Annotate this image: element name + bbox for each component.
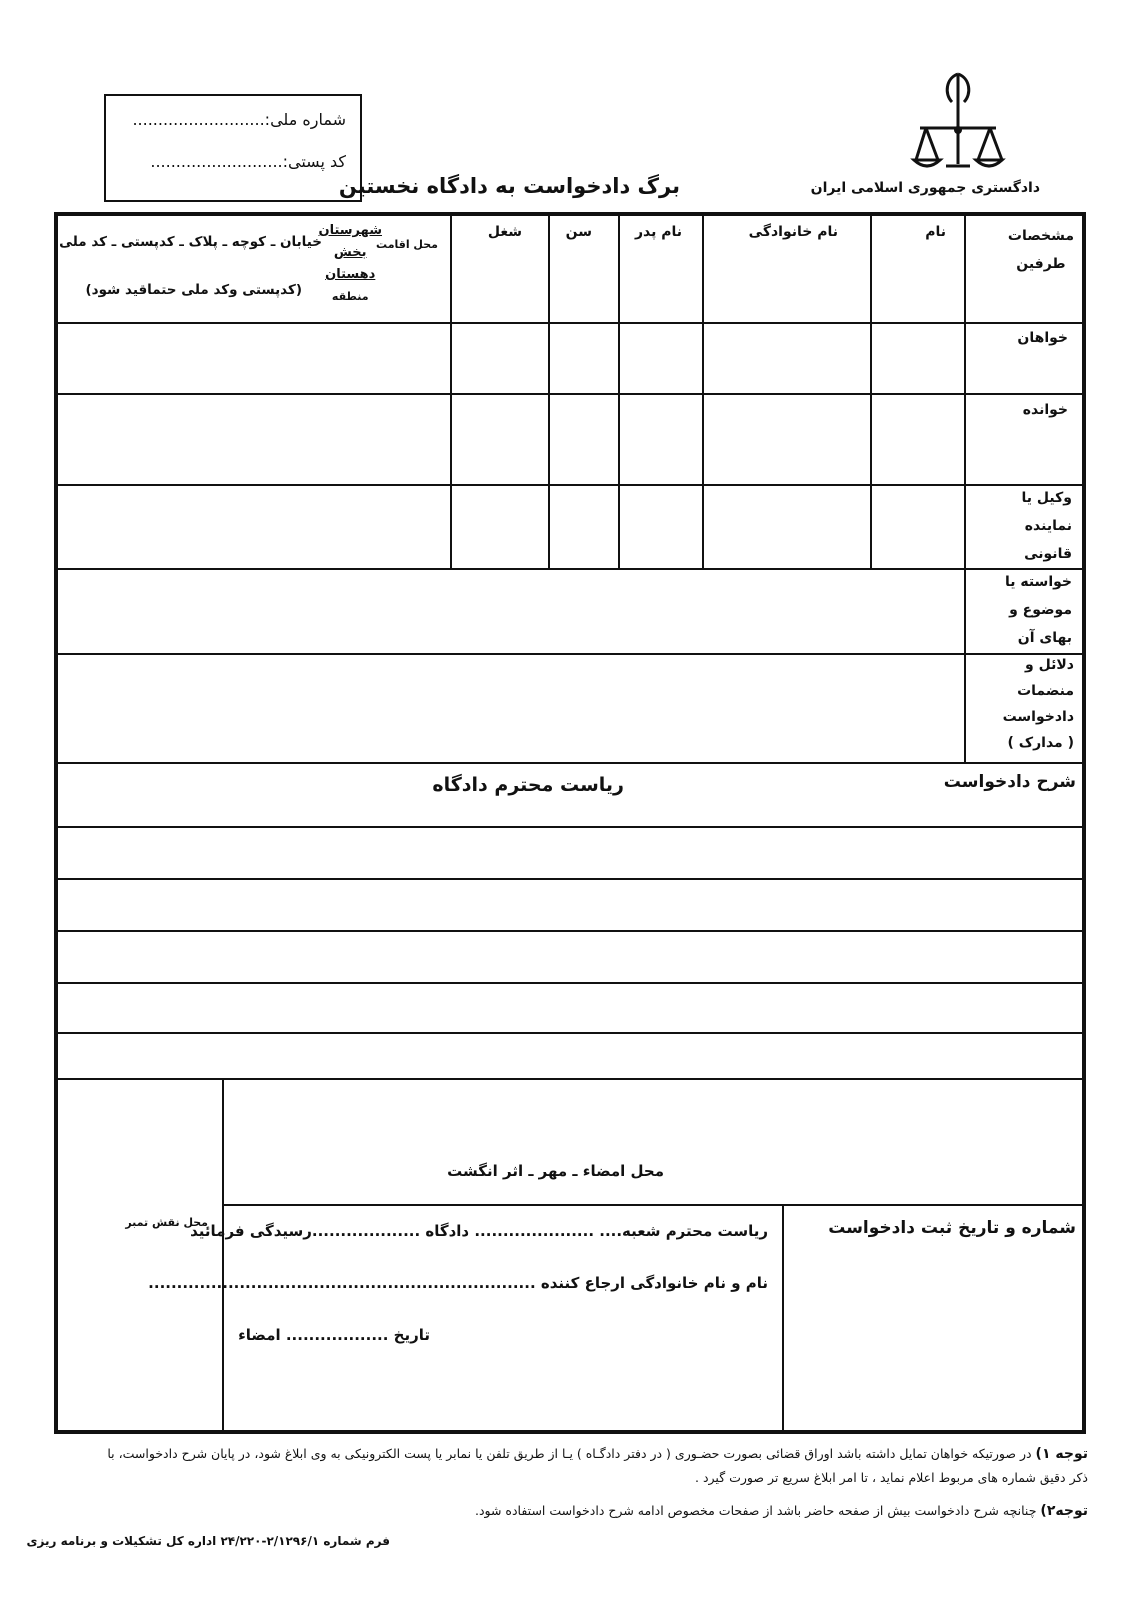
referral-line-1: ریاست محترم شعبه.... ..................... دادگاه ...................رسیدگی فرمائید xyxy=(190,1222,768,1240)
row-claim: خواسته یا موضوع و بهای آن xyxy=(1004,574,1072,646)
header-age: سن xyxy=(565,224,592,240)
note-1-line-1: توجه ۱) در صورتیکه خواهان تمایل داشته باشد اوراق قضائی بصورت حضـوری ( در دفتر دادگـاه ) یـا از طریق تلفن یا نمابر یا پست الکترونیکی به وی ابلاغ شود، در پایان شرح دادخواست، با xyxy=(107,1446,1088,1462)
header-residence-parts: شهرستان بخش دهستان منطقه xyxy=(318,223,382,303)
header-father-name: نام پدر xyxy=(634,224,682,240)
header-address: خیابان ـ کوچه ـ پلاک ـ کدپستی ـ کد ملی xyxy=(59,234,322,250)
header-address-note: (کدپستی وکد ملی حتماقید شود) xyxy=(85,282,302,298)
signature-place: محل امضاء ـ مهر ـ اثر انگشت xyxy=(447,1162,664,1180)
header-name: نام xyxy=(925,224,946,240)
header-family-name: نام خانوادگی xyxy=(748,224,838,240)
note-2: توجه۲) چنانچه شرح دادخواست بیش از صفحه حاضر باشد از صفحات مخصوص ادامه شرح دادخواست استفاده شود. xyxy=(474,1503,1088,1519)
form-title: برگ دادخواست به دادگاه نخستین xyxy=(338,174,680,198)
registration-label: شماره و تاریخ ثبت دادخواست xyxy=(828,1218,1076,1238)
header-parties: مشخصات طرفین xyxy=(1007,228,1074,272)
org-name: دادگستری جمهوری اسلامی ایران xyxy=(810,180,1040,196)
note-1-line-2: ذکر دقیق شماره های مربوط اعلام نماید ، تا امر ابلاغ سریع تر صورت گیرد . xyxy=(695,1470,1088,1485)
iran-emblem-scales-icon xyxy=(908,68,1008,174)
row-attorney: وکیل یا نماینده قانونی xyxy=(1021,490,1072,562)
referral-line-3: تاریخ .................. امضاء xyxy=(238,1326,430,1344)
row-defendant: خوانده xyxy=(1022,402,1068,418)
row-plaintiff: خواهان xyxy=(1017,330,1068,346)
row-evidence: دلائل و منضمات دادخواست ( مدارک ) xyxy=(1002,657,1074,751)
header-job: شغل xyxy=(487,224,522,240)
petition-table xyxy=(54,212,1086,1434)
form-number: فرم شماره ۲/۱۲۹۶/۱-۲۴/۲۲۰ اداره کل تشکیلات و برنامه ریزی xyxy=(26,1534,390,1548)
description-label: شرح دادخواست xyxy=(943,772,1076,792)
header-residence: محل اقامت xyxy=(376,238,438,251)
salutation: ریاست محترم دادگاه xyxy=(432,774,624,796)
national-id-field[interactable]: شماره ملی:.......................... xyxy=(132,110,346,129)
id-box xyxy=(104,94,362,202)
stamp-place: محل نقش تمبر xyxy=(125,1216,208,1229)
postal-code-field[interactable]: کد پستی:.......................... xyxy=(150,152,346,171)
referral-line-2: نام و نام خانوادگی ارجاع کننده .................................................................... xyxy=(148,1274,768,1292)
